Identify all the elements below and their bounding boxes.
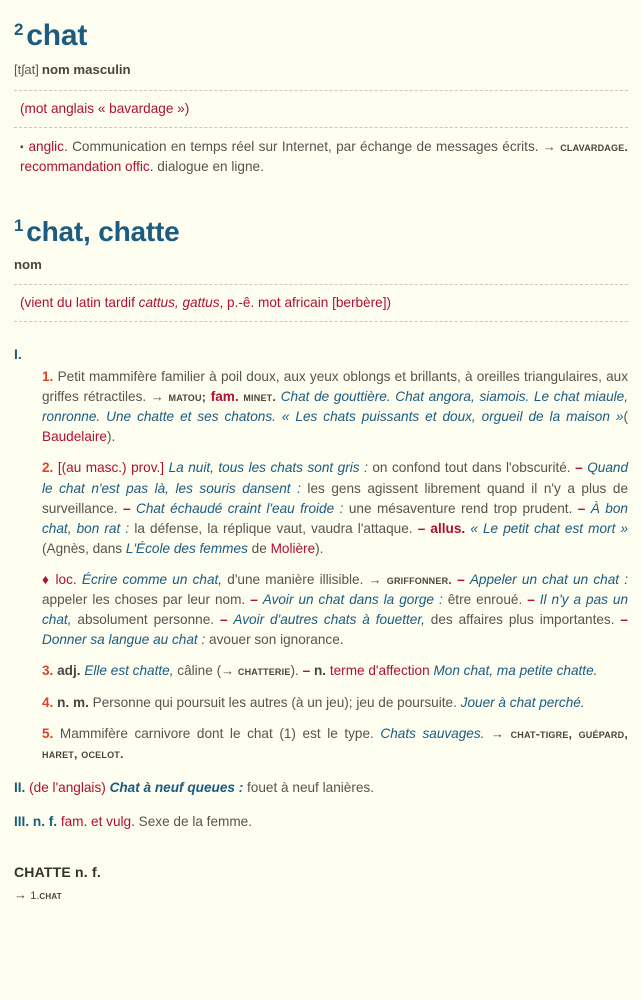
definition-text: Personne qui poursuit les autres (à un jeu); jeu de poursuite. <box>92 694 457 710</box>
grammar-label: nom <box>14 256 42 272</box>
sense-number: 4. <box>42 694 54 710</box>
definition-text: Mammifère carnivore dont le chat (1) est le type. <box>59 725 374 741</box>
register-label: allus. <box>430 520 466 536</box>
footer-headword: CHATTE n. f. <box>14 864 101 881</box>
definition-text: absolument personne. <box>77 612 215 628</box>
headword-text: chat <box>26 19 88 52</box>
grammar-label: nom masculin <box>41 62 131 78</box>
example-text: Chats sauvages. <box>380 725 485 741</box>
recommendation-text: dialogue en ligne. <box>157 159 264 175</box>
headword-text: chat, chatte <box>26 216 180 248</box>
phrase-separator: – <box>302 663 311 679</box>
see-also-arrow-icon: → <box>542 139 556 155</box>
example-text: À bon chat, bon rat : <box>42 500 628 536</box>
cross-reference-link[interactable]: minet. <box>243 390 276 405</box>
headword-chat-1 <box>14 211 628 252</box>
section-label-I: I. <box>14 346 22 363</box>
cross-reference-link[interactable]: chat-tigre, guépard, haret, ocelot. <box>42 726 628 761</box>
phrase-separator: – <box>575 460 583 476</box>
phrase-separator: – <box>577 500 586 516</box>
sense-item <box>14 693 628 713</box>
sense-number: 1. <box>42 369 54 385</box>
example-text: Jouer à chat perché. <box>460 694 585 710</box>
definition-text: des affaires plus importantes. <box>430 612 615 628</box>
definition-text: la défense, la réplique vaut, vaudra l'attaque. <box>134 520 413 536</box>
sense-item <box>14 724 628 764</box>
definition-text: appeler les choses par leur nom. <box>42 592 246 608</box>
definition-text: d'une manière illisible. <box>227 572 364 588</box>
example-text: Écrire comme un chat, <box>81 572 223 588</box>
definition-text: ). <box>315 540 324 556</box>
sense-number: 5. <box>42 725 54 741</box>
definition-text: (Agnès, dans <box>42 540 123 556</box>
example-text: Donner sa langue au chat : <box>42 632 206 648</box>
register-label: fam. et vulg. <box>60 814 135 830</box>
example-text: Chat de gouttière. Chat angora, siamois. Le chat miaule, ronronne. Une chatte et ses chatons. « Les chats puissants et doux, orgueil de la maison » <box>42 389 628 425</box>
phrase-separator: – <box>620 612 628 628</box>
register-label: fam. <box>210 389 239 405</box>
official-recommendation-label: recommandation offic. <box>20 159 154 175</box>
sense-item <box>14 458 628 559</box>
definition-text: on confond tout dans l'obscurité. <box>372 460 571 476</box>
label-text: Molière <box>270 540 316 556</box>
etymology-latin-forms: cattus, gattus <box>138 295 220 311</box>
etymology-chat-1 <box>14 285 628 321</box>
definition-text: ( <box>623 409 628 425</box>
example-text: L'École des femmes <box>125 540 248 556</box>
grammar-label: n. f. <box>32 814 58 830</box>
grammar-label: adj. <box>57 663 81 679</box>
section-I <box>14 322 628 764</box>
definition-text: Petit mammifère familier à poil doux, aux yeux oblongs et brillants, à oreilles triangulaires, aux griffes rétractiles. <box>42 369 629 405</box>
headword-number: 2 <box>14 20 24 39</box>
see-also-arrow-icon: → <box>491 725 504 741</box>
phrase-entry: Chat à neuf queues : <box>109 779 244 795</box>
sense-number: 2. <box>42 460 54 476</box>
grammar-line <box>14 255 628 275</box>
phrase-separator: – <box>527 592 535 608</box>
section-label-II: II. <box>14 779 26 795</box>
reference-number: 1. <box>30 889 40 902</box>
square-bullet-icon: ▪ <box>20 142 25 154</box>
section-II <box>14 778 628 798</box>
definition-text: une mésaventure rend trop prudent. <box>348 500 573 516</box>
cross-reference-link[interactable]: clavardage. <box>560 140 629 155</box>
definition-text: de <box>251 540 267 556</box>
example-text: Quand le chat n'est pas là, les souris dansent : <box>42 460 629 496</box>
entry-chat-2 <box>14 14 628 177</box>
section-III <box>14 812 628 832</box>
example-text: « Le petit chat est mort » <box>470 520 629 536</box>
label-text: [(au masc.) prov.] <box>57 460 165 476</box>
see-also-arrow-icon: → <box>14 886 27 902</box>
see-also-arrow-icon: → <box>368 572 382 588</box>
definition-text: avouer son ignorance. <box>209 632 344 648</box>
grammar-label: n. m. <box>57 694 89 710</box>
headword-chat-2 <box>14 14 628 58</box>
reference-link[interactable]: chat <box>39 889 62 902</box>
etymology-suffix: , p.-ê. mot africain [berbère]) <box>219 295 392 311</box>
definition-text: ). <box>290 663 299 679</box>
sense-list <box>14 367 628 764</box>
see-also-arrow-icon: → <box>221 663 235 679</box>
sense-item <box>14 570 628 650</box>
example-text: Chat échaudé craint l'eau froide : <box>136 500 344 516</box>
footer-cross-reference <box>14 862 628 921</box>
sense-item <box>14 367 628 447</box>
cross-reference-link[interactable]: matou; <box>168 390 207 405</box>
headword-number: 1 <box>14 216 24 236</box>
ipa-transcription: [tʃat] <box>14 62 39 78</box>
label-text: loc. <box>55 572 77 588</box>
phrase-separator: – <box>457 572 465 588</box>
pronunciation-and-grammar <box>14 60 628 80</box>
diamond-bullet-icon: ♦ <box>42 572 51 588</box>
grammar-label: n. <box>313 663 327 679</box>
example-text: Appeler un chat un chat : <box>469 572 629 588</box>
phrase-separator: – <box>417 520 426 536</box>
section-label-III: III. <box>14 814 30 830</box>
example-text: La nuit, tous les chats sont gris : <box>168 460 368 476</box>
phrase-separator: – <box>219 612 228 628</box>
footer-reference <box>14 885 628 905</box>
entry-chat-1 <box>14 211 628 832</box>
definition-chat-2 <box>14 128 628 177</box>
definition-text: Communication en temps réel sur Internet, par échange de messages écrits. <box>72 139 539 155</box>
sense-number: 3. <box>42 663 54 679</box>
example-text: Avoir un chat dans la gorge : <box>262 592 443 608</box>
definition-text: être enroué. <box>447 592 523 608</box>
definition-text: câline ( <box>177 663 222 679</box>
etymology-chat-2: (mot anglais « bavardage ») <box>20 100 190 116</box>
phrase-separator: – <box>123 500 131 516</box>
label-text: Baudelaire <box>42 429 107 445</box>
label-text: terme d'affection <box>329 663 430 679</box>
definition-text: Sexe de la femme. <box>138 814 253 830</box>
example-text: Avoir d'autres chats à fouetter, <box>233 612 425 628</box>
domain-label: anglic. <box>28 139 68 155</box>
phrase-separator: – <box>250 592 258 608</box>
example-text: Mon chat, ma petite chatte. <box>433 663 598 679</box>
phrase-definition: fouet à neuf lanières. <box>247 779 374 795</box>
origin-label: (de l'anglais) <box>29 779 106 795</box>
see-also-arrow-icon: → <box>150 389 164 405</box>
definition-text: les gens agissent librement quand il n'y a plus de surveillance. <box>42 480 629 516</box>
etymology-prefix: (vient du latin tardif <box>20 295 139 311</box>
cross-reference-link[interactable]: griffonner. <box>386 573 452 588</box>
example-text: Elle est chatte, <box>84 663 174 679</box>
sense-item <box>14 661 628 681</box>
definition-text: ). <box>107 429 116 445</box>
example-text: Il n'y a pas un chat, <box>42 592 629 628</box>
cross-reference-link[interactable]: chatterie <box>237 664 291 679</box>
